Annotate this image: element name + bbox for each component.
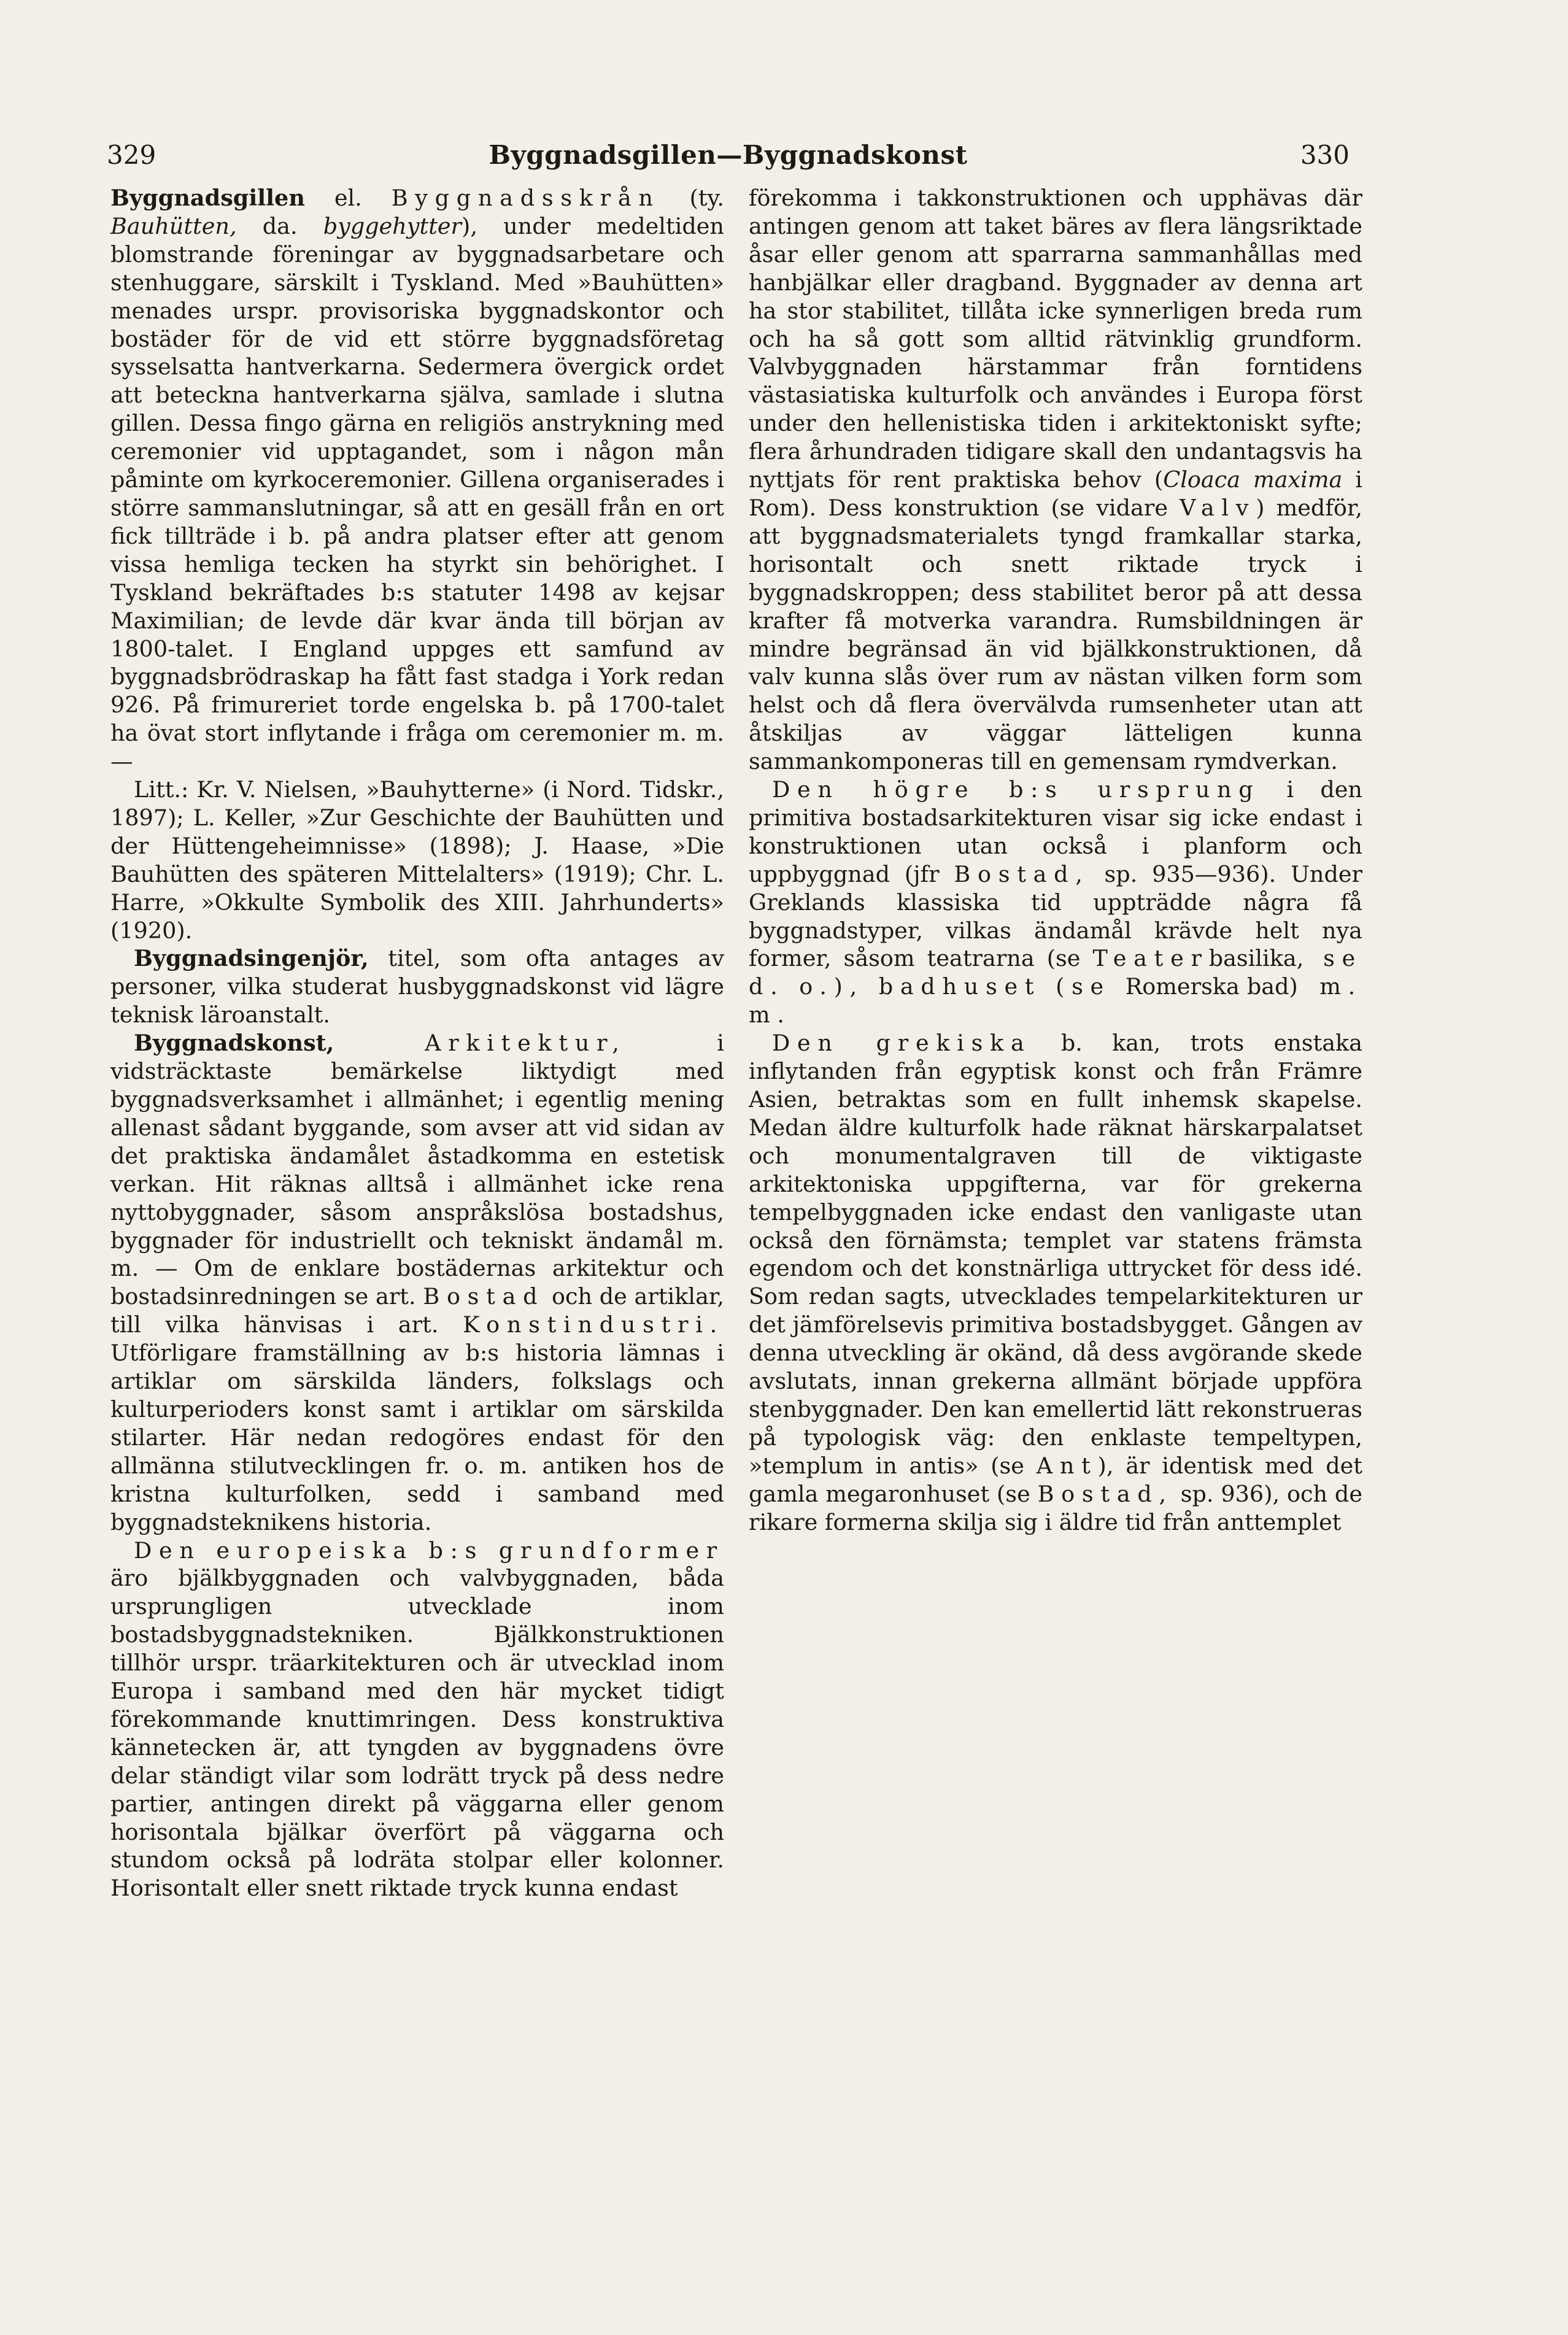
text-span: el. [304, 185, 392, 211]
cross-reference: Ant [1036, 1452, 1098, 1479]
cross-reference: Bostad, [1037, 1480, 1173, 1507]
text-span: da. [236, 212, 323, 239]
section-hogre-ursprung [749, 776, 1362, 1029]
text-span: i den primitiva bostadsarkitekturen visar sig icke endast i konstruktionen utan också i planform och uppbyggnad (jfr [749, 776, 1362, 887]
continued-paragraph [749, 184, 1362, 776]
cross-reference: Konstindustri. [463, 1311, 724, 1338]
text-span: och de artiklar, till vilka hänvisas i art. [110, 1283, 724, 1338]
text-span [334, 1030, 425, 1056]
cross-reference: se d. o.), badhuset (se [749, 945, 1362, 1000]
page-header [107, 136, 1350, 173]
cross-reference: Teater [1092, 945, 1209, 972]
spaced-term: Byggnadsskrån [391, 185, 660, 211]
text-span: Romerska bad [1125, 973, 1289, 1000]
entry-byggnadsingenjor [110, 944, 724, 1029]
text-span: sp. 936), och de rikare formerna skilja sig i äldre tid från anttemplet [749, 1480, 1362, 1535]
section-grekiska [749, 1029, 1362, 1536]
headword: Byggnadsingenjör, [134, 945, 369, 972]
spaced-term: Den europeiska b:s grundformer [134, 1537, 724, 1564]
text-span: b. kan, trots enstaka inflytanden från egyptisk konst och från Främre Asien, betraktas som en fullt inhemsk skapelse. Medan äldre kulturfolk hade räknat härskarpalatset och monumentalgraven till de viktigaste arkitektoniska uppgifterna, var för grekerna tempelbyggnaden icke endast den vanligaste utan också den förnämsta; templet var statens främsta egendom och det konstnärliga uttrycket för dess idé. Som redan sagts, utvecklades tempelarkitekturen ur det jämförelsevis primitiva bostadsbygget. Gången av denna utveckling är okänd, då dess avgörande skede avslutats, innan grekerna allmänt började uppföra stenbyggnader. Den kan emellertid lätt rekonstrueras på typologisk väg: den enklaste tempeltypen, »templum in antis» (se [749, 1030, 1363, 1479]
spaced-term: Arkitektur, [425, 1030, 627, 1057]
headword: Byggnadskonst, [134, 1030, 334, 1057]
headword: Byggnadsgillen [110, 185, 305, 211]
text-span: förekomma i takkonstruktionen och upphävas där antingen genom att taket bäres av flera längsriktade åsar eller genom att sparrarna sammanhållas med hanbjälkar eller dragband. Byggnader av denna art ha stor stabilitet, tillåta icke synnerligen breda rum och ha så gott som alltid rätvinklig grundform. Valvbyggnaden härstammar från forntidens västasiatiska kulturfolk och användes i Europa först under den hellenistiska tiden i arkitektoniskt syfte; flera århundraden tidigare skall den undantagsvis ha nyttjats för rent praktiska behov ( [749, 185, 1362, 493]
italic-term: Cloaca maxima [1163, 466, 1343, 493]
text-span: ), är identisk med det gamla megaronhuset (se [749, 1452, 1362, 1507]
right-column [749, 184, 1362, 1537]
italic-term: byggehytter [323, 212, 462, 239]
cross-reference: Bostad, [954, 860, 1090, 887]
text-span: basilika, [1208, 945, 1304, 972]
literature-references: Litt.: Kr. V. Nielsen, »Bauhytterne» (i Nord. Tidskr., 1897); L. Keller, »Zur Geschichte der Bauhütten und der Hüttengeheimnisse» (1898); J. Haase, »Die Bauhütten des späteren Mittelalters» (1919); Chr. L. Harre, »Okkulte Symbolik des XIII. Jahrhunderts» (1920). [110, 776, 724, 944]
running-title: Byggnadsgillen—Byggnadskonst [489, 139, 968, 170]
spaced-term: Den grekiska [772, 1030, 1032, 1057]
page-number-left: 329 [107, 139, 156, 170]
italic-term: Bauhütten, [110, 212, 237, 239]
text-span: ), under medeltiden blomstrande föreningar av byggnadsarbetare och stenhuggare, särskilt i Tyskland. Med »Bauhütten» menades urspr. provisoriska byggnadskontor och bostäder för de vid ett större byggnadsföretag sysselsatta hantverkarna. Sedermera övergick ordet att beteckna hantverkarna själva, samlade i slutna gillen. Dessa fingo gärna en religiös anstrykning med ceremonier vid upptagandet, som i någon mån påminte om kyrkoceremonier. Gillena organiserades i större sammanslutningar, så att en gesäll från en ort fick tillträde i b. på andra platser efter att genom vissa hemliga tecken ha styrkt sin behörighet. I Tyskland bekräftades b:s statuter 1498 av kejsar Maximilian; de levde där kvar ända till början av 1800-talet. I England uppges ett samfund av byggnadsbrödraskap ha fått fast stadga i York redan 926. På frimureriet torde engelska b. på 1700-talet ha övat stort inflytande i fråga om ceremonier m. m. — [110, 212, 724, 775]
cross-reference: Bostad [423, 1283, 545, 1310]
text-span: sp. 935—936). Under Greklands klassiska tid uppträdde några få byggnadstyper, vilkas ändamål krävde helt nya former, såsom teatrarna (se [749, 860, 1362, 972]
page-number-right: 330 [1300, 139, 1350, 170]
text-span: (ty. [660, 185, 724, 211]
cross-reference: Valv [1180, 494, 1256, 521]
text-span: ) medför, att byggnadsmaterialets tyngd framkallar starka, horisontalt och snett riktade tryck i byggnadskroppen; dess stabilitet beror på att dessa krafter få motverka varandra. Rumsbildningen är mindre begränsad än vid bjälkkonstruktionen, då valv kunna slås över rum av nästan vilken form som helst och då flera övervälvda rumsenheter utan att åtskiljas av väggar lätteligen kunna sammankomponeras till en gemensam rymdverkan. [749, 494, 1362, 775]
text-span: Utförligare framställning av b:s historia lämnas i artiklar om särskilda länders, folkslags och kulturperioders konst samt i artiklar om särskilda stilarter. Här nedan redogöres endast för den allmänna stilutvecklingen fr. o. m. antiken hos de kristna kulturfolken, sedd i samband med byggnadsteknikens historia. [110, 1340, 724, 1535]
spaced-term: Den högre b:s ursprung [772, 776, 1261, 803]
text-span: i vidsträcktaste bemärkelse liktydigt med byggnadsverksamhet i allmänhet; i egentlig mening allenast sådant byggande, som avser att vid sidan av det praktiska ändamålet åstadkomma en estetisk verkan. Hit räknas alltså i allmänhet icke rena nyttobyggnader, såsom anspråkslösa bostadshus, byggnader för industriellt och tekniskt ändamål m. m. — Om de enklare bostädernas arkitektur och bostadsinredningen se art. [110, 1030, 724, 1310]
left-column [110, 184, 724, 1902]
entry-byggnadskonst [110, 1029, 724, 1536]
text-span: titel, som ofta antages av personer, vilka studerat husbyggnadskonst vid lägre teknisk läroanstalt. [110, 945, 724, 1029]
text-span: i Rom). Dess konstruktion (se vidare [749, 466, 1362, 521]
section-grundformer [110, 1537, 724, 1903]
text-span: äro bjälkbyggnaden och valvbyggnaden, båda ursprungligen utvecklade inom bostadsbyggnadstekniken. Bjälkkonstruktionen tillhör urspr. träarkitekturen och är utvecklad inom Europa i samband med den här mycket tidigt förekommande knuttimringen. Dess konstruktiva kännetecken är, att tyngden av byggnadens övre delar ständigt vilar som lodrätt tryck på dess nedre partier, antingen direkt på väggarna eller genom horisontala bjälkar överfört på väggarna och stundom också på lodräta stolpar eller kolonner. Horisontalt eller snett riktade tryck kunna endast [110, 1565, 724, 1902]
entry-byggnadsgillen [110, 184, 724, 776]
cross-reference: ) m. m. [749, 973, 1363, 1029]
